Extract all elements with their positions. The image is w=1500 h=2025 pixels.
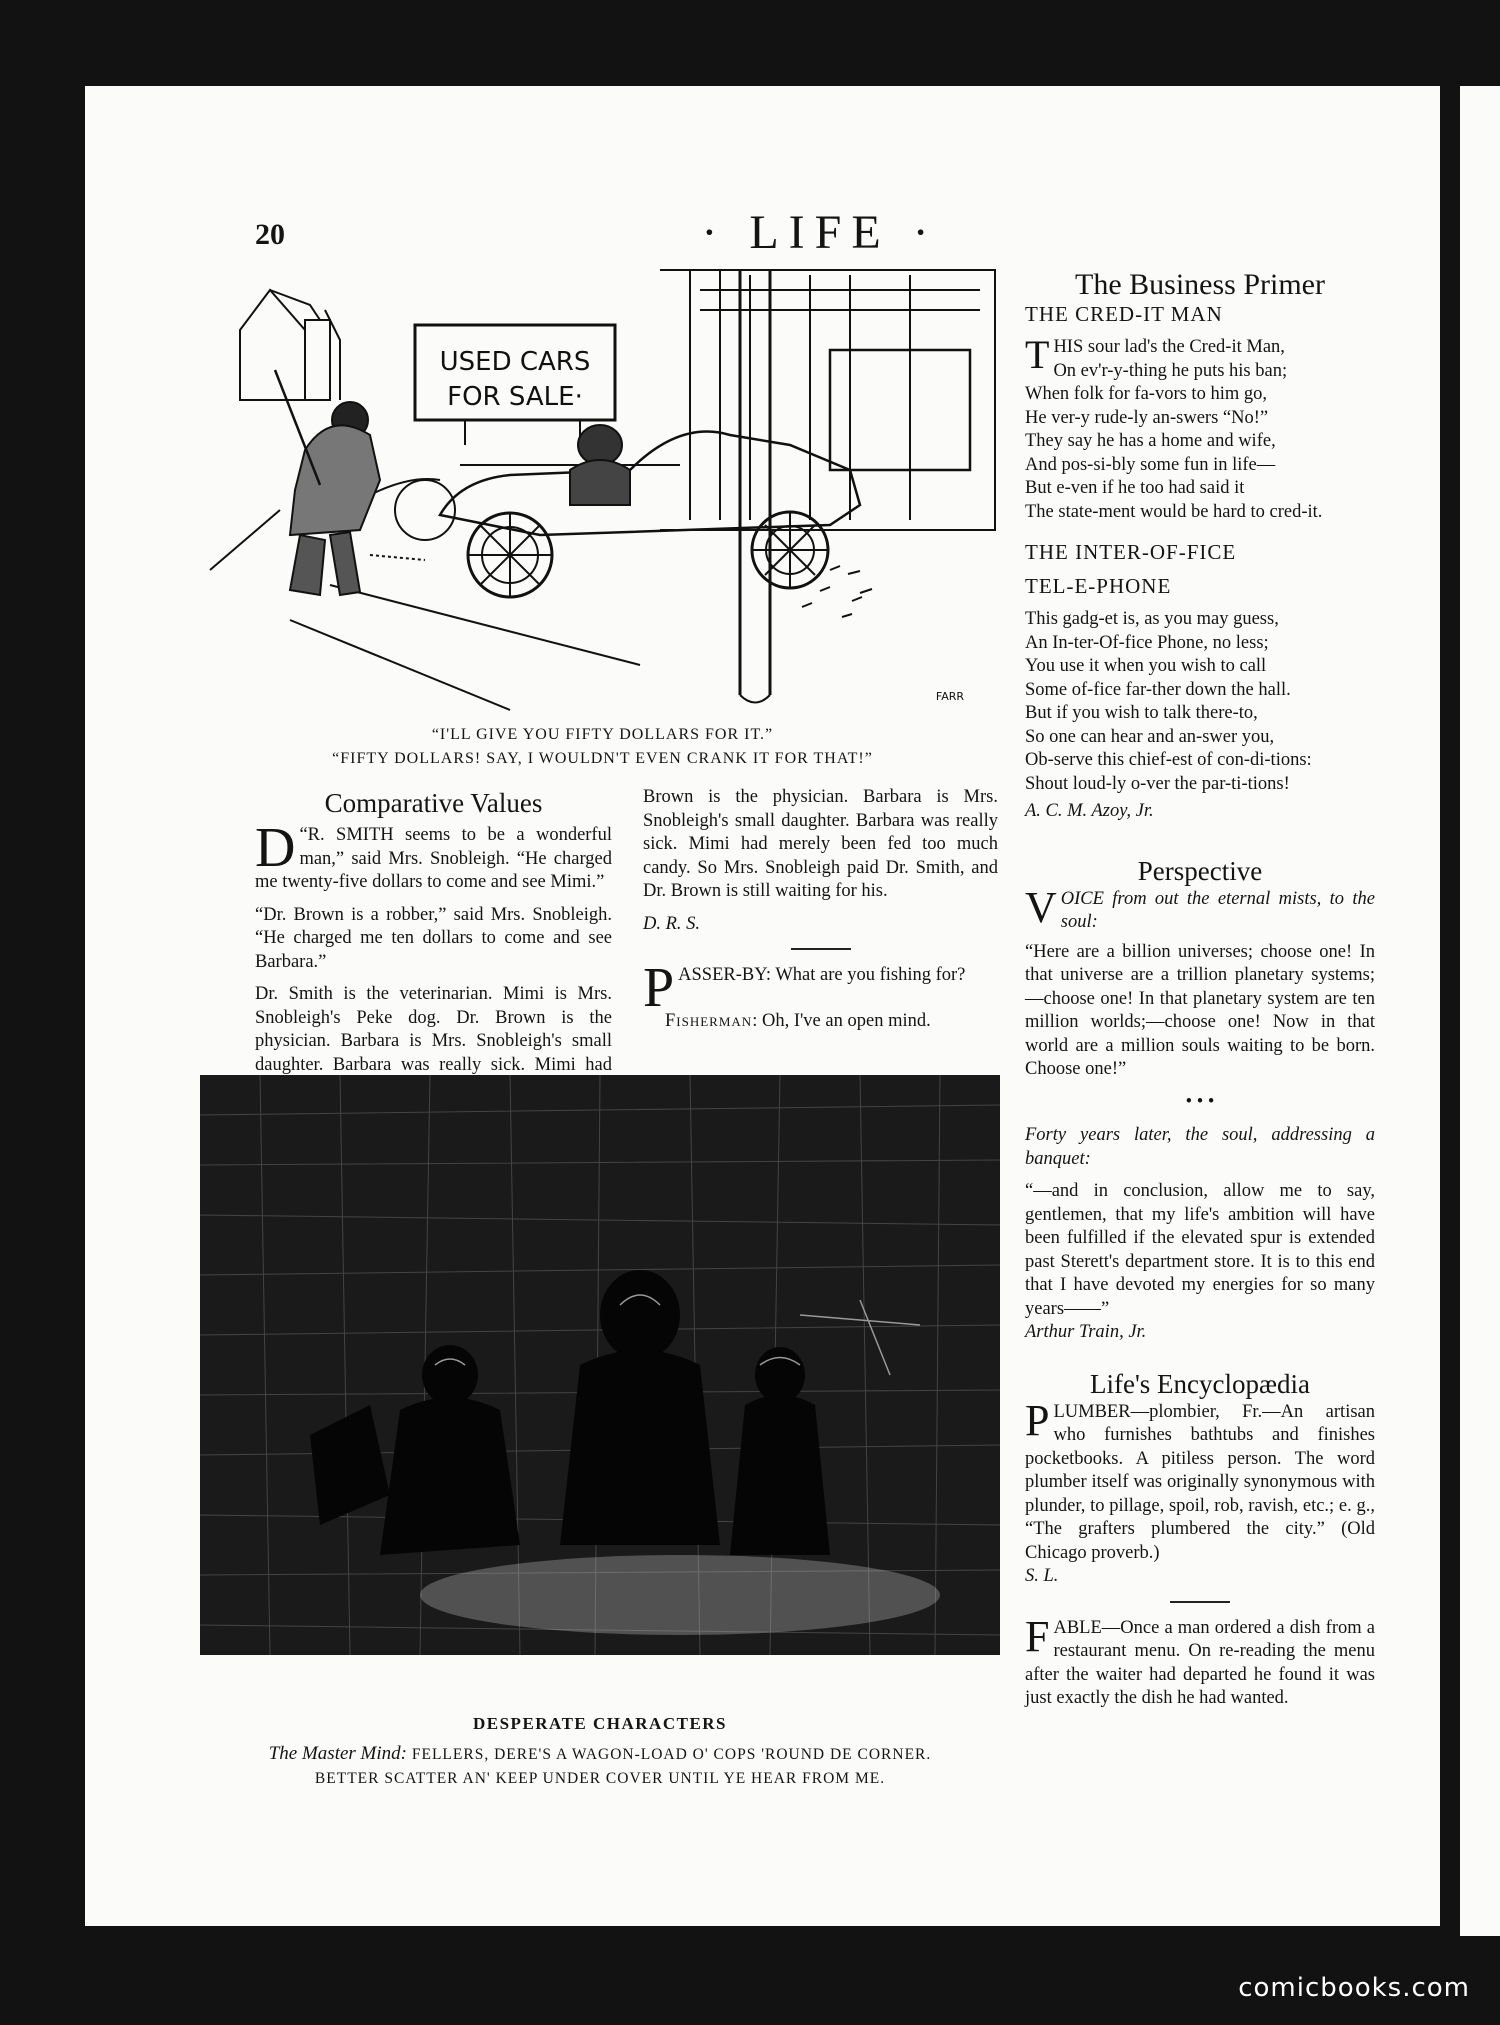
poem-line: You use it when you wish to call	[1025, 656, 1267, 676]
masthead: · LIFE ·	[701, 206, 939, 259]
poem-line: Ob-serve this chief-est of con-di-tions:	[1025, 750, 1312, 770]
interoffice-subhead-1: THE INTER-OF-FICE	[1025, 540, 1237, 564]
fisherman-label: Fisherman	[665, 1011, 753, 1031]
comparative-values-continuation	[643, 786, 998, 1043]
next-page-edge	[1460, 86, 1500, 1936]
divider-2	[1170, 1601, 1230, 1603]
perspective-title: Perspective	[1137, 855, 1263, 886]
dropcap-f: F	[1025, 1611, 1050, 1661]
article-paragraph-3: Dr. Smith is the veterinarian. Mimi is Mrs. Snobleigh's Peke dog. Dr. Brown is the physician. Barbara is Mrs. Snobleigh's small daughter. Barbara was really sick. Mimi had	[255, 984, 612, 1075]
poem-lines	[1025, 332, 1375, 524]
perspective-paragraph-2: Forty years later, the soul, addressing a banquet:	[1025, 1125, 1375, 1169]
perspective-paragraph-3: “—and in conclusion, allow me to say, gentlemen, that my life's ambition will have been fulfilled if the elevated spur is extended past Sterett's department store. It is to this end that I have devoted my energies for so many years——”	[1025, 1181, 1375, 1319]
poem-line: But e-ven if he too had said it	[1025, 478, 1245, 498]
poem-line: Shout loud-ly o-ver the par-ti-tions!	[1025, 773, 1290, 794]
dropcap-d: D	[255, 817, 296, 879]
used-cars-cartoon	[210, 270, 995, 710]
article-title: Comparative Values	[324, 788, 543, 818]
caption-line-2: “FIFTY DOLLARS! SAY, I WOULDN'T EVEN CRANK IT FOR THAT!”	[332, 750, 873, 767]
dropcap-v: V	[1025, 882, 1057, 932]
perspective-intro: OICE from out the eternal mists, to the soul:	[1060, 888, 1375, 932]
fable-text: ABLE—Once a man ordered a dish from a restaurant menu. On re-reading the menu after the waiter had departed he found it was just exactly the dish he had wanted.	[1025, 1617, 1375, 1708]
sign-line-2: FOR SALE·	[447, 382, 583, 412]
poem-line: HIS sour lad's the Cred-it Man,	[1053, 337, 1285, 357]
caption-speaker: The Master Mind:	[268, 1743, 407, 1764]
sign-line-1: USED CARS	[439, 347, 591, 377]
open-quote: “	[299, 825, 308, 845]
desperate-characters-cartoon	[200, 1075, 1000, 1655]
caption-line-2: BETTER SCATTER AN' KEEP UNDER COVER UNTIL YE HEAR FROM ME.	[314, 1770, 886, 1787]
caption-line-1: “I'LL GIVE YOU FIFTY DOLLARS FOR IT.”	[431, 726, 774, 743]
poem-line: When folk for fa-vors to him go,	[1025, 384, 1267, 404]
divider	[791, 948, 851, 950]
dropcap-p: P	[643, 957, 675, 1019]
poem-line: The state-ment would be hard to cred-it.	[1025, 501, 1323, 522]
encyclopaedia-signature: S. L.	[1025, 1566, 1059, 1586]
cred-it-man-poem	[1025, 332, 1375, 524]
caption-line-1: FELLERS, DERE'S A WAGON-LOAD O' COPS 'ROUND DE CORNER.	[411, 1746, 932, 1763]
poem-line: On ev'r-y-thing he puts his ban;	[1053, 360, 1288, 381]
site-watermark: comicbooks.com	[1238, 1973, 1470, 2003]
poem-line: He ver-y rude-ly an-swers “No!”	[1025, 407, 1269, 428]
right-column	[1025, 268, 1375, 1720]
poem-line: So one can hear and an-swer you,	[1025, 726, 1275, 747]
page-number: 20	[255, 218, 285, 251]
section-dots: • • •	[1185, 1091, 1215, 1112]
primer-signature: A. C. M. Azoy, Jr.	[1025, 801, 1154, 821]
business-primer-title: The Business Primer	[1075, 268, 1325, 301]
dropcap-p2: P	[1025, 1395, 1050, 1445]
cartoon2-caption	[200, 1742, 1000, 1791]
page-gutter-shadow	[1440, 86, 1460, 1926]
poem-line: An In-ter-Of-fice Phone, no less;	[1025, 632, 1269, 653]
comparative-values-article	[255, 786, 612, 1075]
cartoon1-caption	[210, 723, 995, 771]
poem-line: They say he has a home and wife,	[1025, 431, 1276, 451]
cartoon2-title: DESPERATE CHARACTERS	[472, 1714, 728, 1733]
poem-line: Some of-fice far-ther down the hall.	[1025, 679, 1291, 700]
article-signature: D. R. S.	[643, 913, 701, 934]
article-paragraph-1: R. SMITH seems to be a wonderful man,” said Mrs. Snobleigh. “He charged me twenty-five dollars to come and see Mimi.”	[255, 825, 612, 892]
cred-it-man-subhead: THE CRED-IT MAN	[1025, 302, 1223, 326]
artist-signature: FARR	[935, 690, 965, 703]
passer-by-line: ASSER-BY: What are you fishing for?	[678, 965, 966, 985]
poem-line: But if you wish to talk there-to,	[1025, 703, 1258, 723]
encyclopaedia-text: LUMBER—plombier, Fr.—An artisan who furnishes bathtubs and finishes pocketbooks. A pitiless person. The word plumber itself was originally synonymous with plunder, to pillage, spoil, rob, ravish, etc.; e. g., “The grafters plumbered the city.” (Old Chicago proverb.)	[1025, 1401, 1375, 1563]
poem-line: This gadg-et is, as you may guess,	[1025, 609, 1279, 629]
encyclopaedia-title: Life's Encyclopædia	[1089, 1368, 1311, 1399]
interoffice-subhead-2: TEL-E-PHONE	[1025, 574, 1172, 598]
poem-line: And pos-si-bly some fun in life—	[1025, 454, 1276, 475]
perspective-signature: Arthur Train, Jr.	[1025, 1322, 1147, 1342]
dropcap-t: T	[1025, 332, 1050, 377]
continuation-text: Brown is the physician. Barbara is Mrs. Snobleigh's small daughter. Barbara was really sick. Mimi had merely been fed too much candy. So Mrs. Snobleigh paid Dr. Smith, and Dr. Brown is still waiting for his.	[643, 787, 998, 901]
fisherman-line: : Oh, I've an open mind.	[752, 1011, 931, 1031]
perspective-paragraph-1: “Here are a billion universes; choose one! In that universe are a trillion planetary systems;—choose one! In that planetary system are ten million worlds;—choose one! Now in that world are a million souls waiting to be born. Choose one!”	[1025, 941, 1375, 1079]
article-paragraph-2: “Dr. Brown is a robber,” said Mrs. Snobleigh. “He charged me ten dollars to come and see Barbara.”	[255, 904, 612, 972]
interoffice-poem	[1025, 608, 1375, 796]
